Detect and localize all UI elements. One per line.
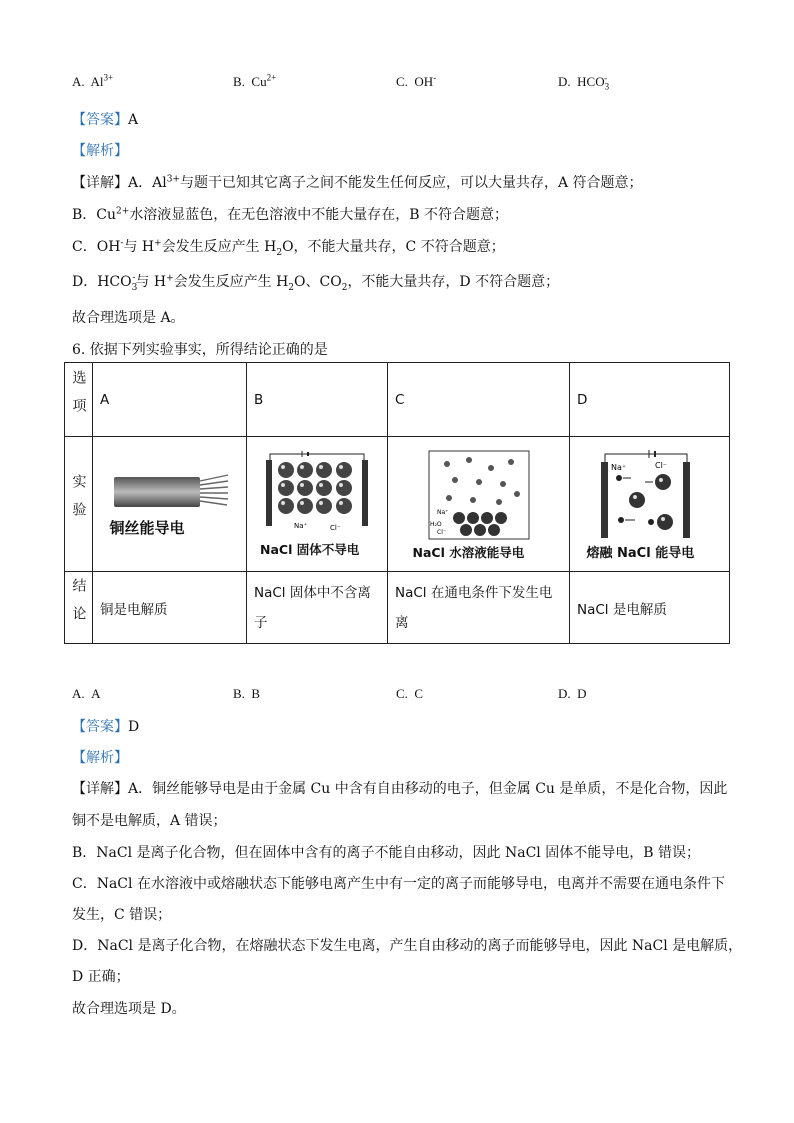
row-header-text: 结论	[70, 577, 87, 634]
subscript: 2	[276, 247, 283, 258]
option-label: A.	[72, 686, 85, 701]
prev-option-b	[233, 74, 276, 90]
experiment-cell-a	[93, 437, 247, 572]
detail-text: A．铜丝能够导电是由于金属 Cu 中含有自由移动的电子，但金属 Cu 是单质，不是化合物，因此	[128, 781, 728, 797]
text: B．Cu	[72, 207, 117, 223]
prev-answer	[72, 109, 138, 129]
label-cl: Cl⁻	[330, 524, 341, 532]
option-text: A	[91, 686, 101, 701]
prev-option-d	[558, 72, 610, 92]
option-d	[558, 686, 587, 702]
question-stem: 6. 依据下列实验事实，所得结论正确的是	[72, 342, 328, 358]
copper-wire-illustration	[110, 469, 230, 515]
option-formula: Al	[90, 74, 104, 89]
column-header-d: D	[570, 363, 730, 437]
conclusion-a: 铜是电解质	[93, 572, 247, 644]
molten-nacl-figure	[586, 448, 709, 561]
option-formula: Cu	[251, 74, 267, 89]
prev-detail-b	[72, 204, 508, 224]
superscript: -	[132, 273, 136, 284]
label-cl: Cl⁻	[436, 529, 446, 536]
superscript: -	[120, 238, 124, 249]
prev-detail-d	[72, 271, 559, 291]
label-na: Na⁺	[294, 522, 308, 530]
option-label: B.	[233, 74, 245, 89]
detail-tag: 【详解】	[72, 781, 128, 797]
option-a	[72, 686, 101, 702]
detail-a-line1	[72, 778, 727, 798]
option-label: D.	[558, 74, 571, 89]
caption-nacl-solution: NaCl 水溶液能导电	[412, 545, 525, 560]
row-header-option	[65, 363, 93, 437]
option-charge: -	[604, 72, 608, 83]
answer-value: D	[128, 719, 140, 735]
option-label: C.	[396, 74, 408, 89]
text: 与题干已知其它离子之间不能发生任何反应，可以大量共存，A 符合题意；	[179, 175, 643, 191]
label-na: Na⁺	[436, 509, 448, 516]
text: 与 H	[135, 274, 167, 290]
caption-molten-nacl: 熔融 NaCl 能导电	[586, 546, 695, 561]
prev-option-a	[72, 74, 113, 90]
conclusion-c: NaCl 在通电条件下发生电离	[388, 572, 570, 644]
superscript: +	[154, 238, 162, 249]
text: 水溶液显蓝色，在无色溶液中不能大量存在，B 不符合题意；	[129, 207, 509, 223]
detail-b-line: B．NaCl 是离子化合物，但在固体中含有的离子不能自由移动，因此 NaCl 固体不能导电，B 错误；	[72, 845, 700, 861]
analysis-tag: 【解析】	[72, 750, 128, 766]
option-charge: 2+	[266, 72, 277, 83]
text: C．OH	[72, 239, 121, 255]
option-label: D.	[558, 686, 571, 701]
molten-nacl-illustration	[591, 448, 701, 540]
option-label: A.	[72, 74, 85, 89]
superscript: 3+	[166, 174, 180, 185]
option-charge: 3+	[103, 72, 114, 83]
text: O、CO	[294, 274, 342, 290]
prev-detail-c	[72, 236, 505, 256]
nacl-solution-illustration	[419, 448, 537, 542]
prev-detail-a	[72, 172, 643, 192]
subscript: 2	[288, 282, 295, 293]
table-row-options	[65, 363, 730, 437]
prev-conclusion: 故合理选项是 A。	[72, 310, 185, 326]
experiment-cell-b	[247, 437, 388, 572]
subscript: 3	[131, 282, 138, 293]
prev-analysis-tag: 【解析】	[72, 143, 128, 159]
answer-tag: 【答案】	[72, 112, 128, 128]
text: 会发生反应产生 H	[161, 239, 277, 255]
label-cl: Cl⁻	[654, 461, 667, 470]
detail-d-line1: D．NaCl 是离子化合物，在熔融状态下发生电离，产生自由移动的离子而能够导电，因此 NaCl 是电解质，	[72, 938, 743, 954]
option-b	[233, 686, 260, 702]
column-header-a: A	[93, 363, 247, 437]
option-charge: -	[433, 72, 437, 83]
answer-value: A	[128, 112, 139, 128]
label-na: Na⁺	[610, 463, 626, 472]
superscript: 2+	[116, 206, 130, 217]
option-text: C	[414, 686, 424, 701]
row-header-text: 选项	[70, 369, 87, 426]
prev-option-c	[396, 74, 436, 90]
subscript: 2	[341, 282, 348, 293]
experiment-table	[64, 362, 730, 644]
row-header-experiment	[65, 437, 93, 572]
text: 与 H	[123, 239, 155, 255]
option-c	[396, 686, 423, 702]
conclusion-b: NaCl 固体中不含离子	[247, 572, 388, 644]
text: O，不能大量共存，C 不符合题意；	[282, 239, 505, 255]
answer	[72, 716, 139, 736]
nacl-solid-figure	[260, 450, 374, 558]
detail-a-line2: 铜不是电解质，A 错误；	[72, 813, 227, 829]
option-label: C.	[396, 686, 408, 701]
detail-d-line2: D 正确；	[72, 969, 130, 985]
caption-nacl-solid: NaCl 固体不导电	[260, 542, 360, 557]
experiment-cell-d	[570, 437, 730, 572]
column-header-b: B	[247, 363, 388, 437]
column-header-c: C	[388, 363, 570, 437]
detail-conclusion: 故合理选项是 D。	[72, 1001, 186, 1017]
option-subscript: 3	[604, 81, 610, 92]
option-text: B	[251, 686, 261, 701]
answer-tag: 【答案】	[72, 719, 128, 735]
superscript: +	[166, 273, 174, 284]
nacl-solid-illustration	[260, 450, 374, 540]
table-row-experiments	[65, 437, 730, 572]
table-row-conclusions	[65, 572, 730, 644]
option-formula: OH	[414, 74, 434, 89]
copper-wire-figure	[110, 469, 230, 539]
detail-c-line2: 发生，C 错误；	[72, 907, 172, 923]
conclusion-d: NaCl 是电解质	[570, 572, 730, 644]
text: D．HCO	[72, 274, 132, 290]
row-header-conclusion	[65, 572, 93, 644]
option-label: B.	[233, 686, 245, 701]
row-header-text: 实验	[70, 474, 87, 530]
text: 会发生反应产生 H	[173, 274, 289, 290]
detail-c-line1: C．NaCl 在水溶液中或熔融状态下能够电离产生中有一定的离子而能够导电，电离并不需要在通电条件下	[72, 876, 725, 892]
text: ，不能大量共存，D 不符合题意；	[347, 274, 560, 290]
nacl-solution-figure	[412, 448, 539, 560]
label-h2o: H₂O	[429, 521, 442, 528]
option-formula: HCO	[577, 74, 605, 89]
caption-copper: 铜丝能导电	[109, 519, 185, 537]
detail-tag: 【详解】	[72, 175, 128, 191]
option-text: D	[577, 686, 587, 701]
experiment-cell-c	[388, 437, 570, 572]
text: A．Al	[128, 175, 167, 191]
